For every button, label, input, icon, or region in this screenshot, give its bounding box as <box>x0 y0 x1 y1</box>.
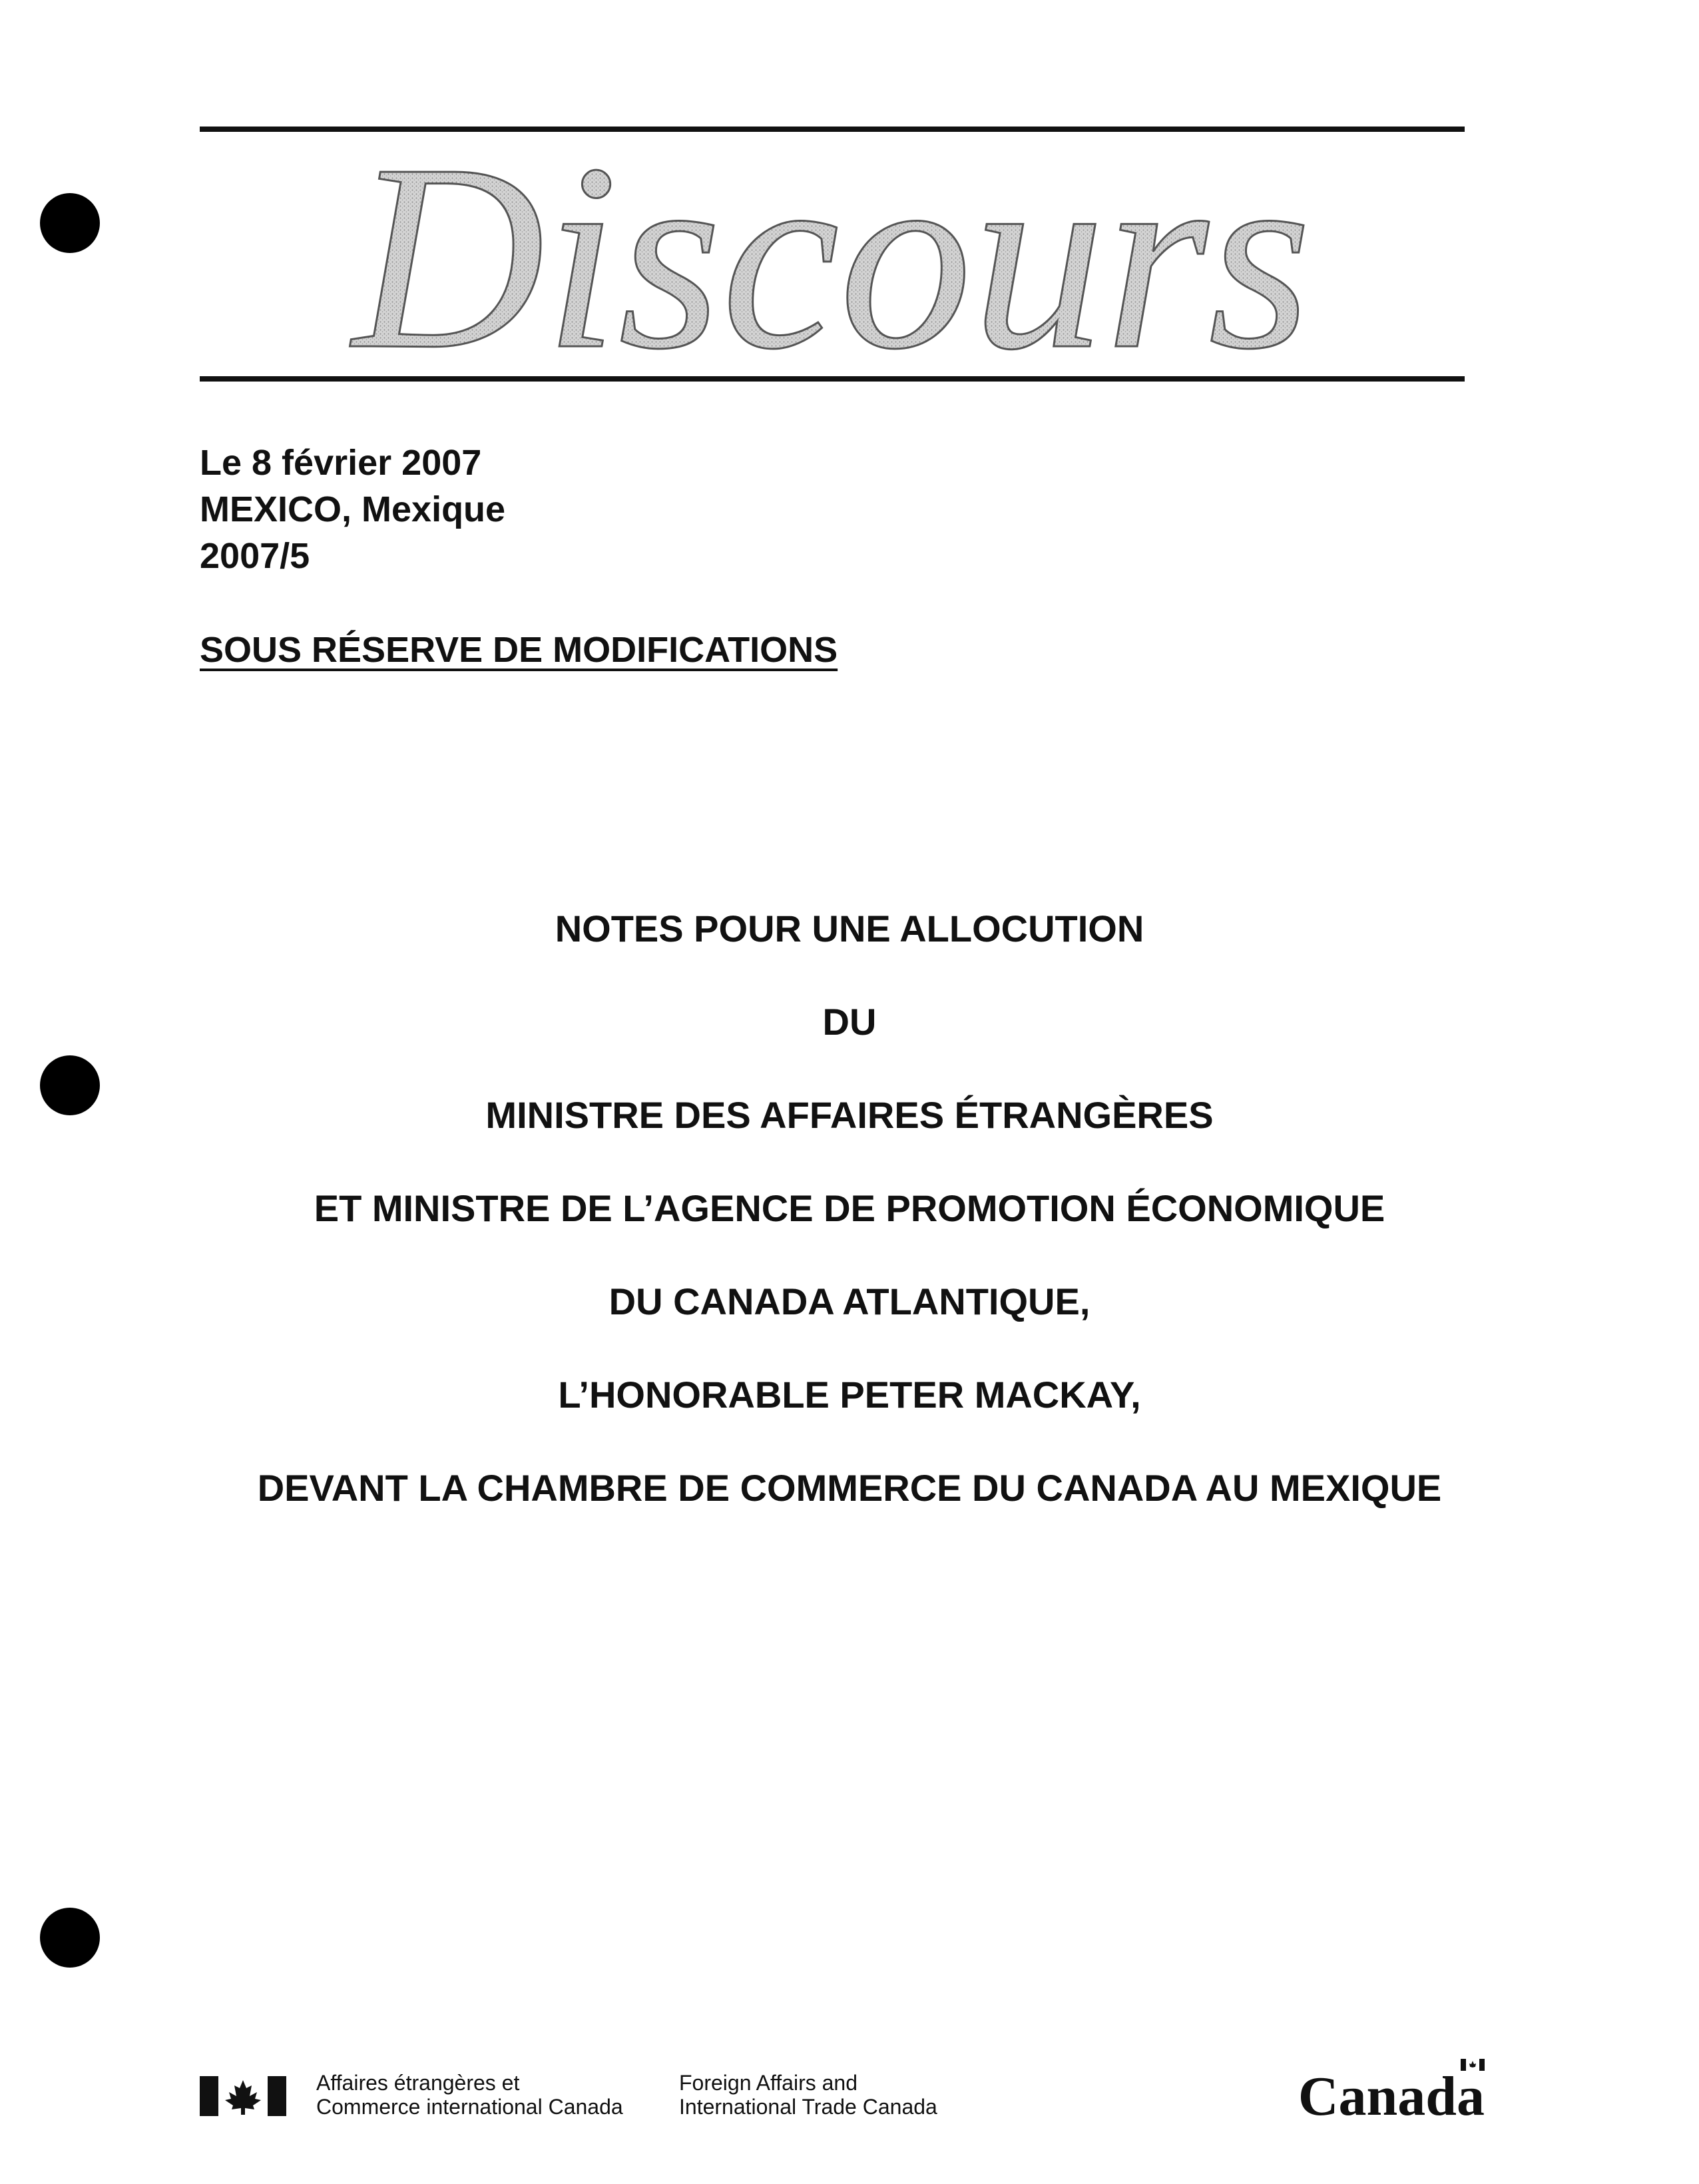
department-name-fr-line: Affaires étrangères et <box>316 2071 520 2095</box>
speech-title-line: MINISTRE DES AFFAIRES ÉTRANGÈRES <box>485 1094 1214 1136</box>
department-name-fr <box>316 2071 623 2119</box>
punch-hole-bottom <box>40 1908 100 1968</box>
speech-title-line: L’HONORABLE PETER MACKAY, <box>558 1374 1141 1416</box>
speech-reference: 2007/5 <box>200 536 310 576</box>
canada-wordmark: Canada <box>1298 2065 1485 2127</box>
department-name-en <box>679 2071 937 2119</box>
department-name-en-line: Foreign Affairs and <box>679 2071 858 2095</box>
footer <box>200 2065 1511 2144</box>
speech-title-line: DU <box>822 1001 877 1043</box>
speech-location: MEXICO, Mexique <box>200 489 506 529</box>
speech-title-block <box>0 906 1699 1558</box>
department-name-fr-line: Commerce international Canada <box>316 2095 623 2119</box>
speech-title-line: DEVANT LA CHAMBRE DE COMMERCE DU CANADA AU MEXIQUE <box>257 1467 1442 1509</box>
canada-flag-icon <box>200 2076 286 2116</box>
speech-title-line: ET MINISTRE DE L’AGENCE DE PROMOTION ÉCONOMIQUE <box>314 1187 1385 1229</box>
speech-date: Le 8 février 2007 <box>200 443 482 483</box>
department-name-en-line: International Trade Canada <box>679 2095 937 2119</box>
speech-title-line: DU CANADA ATLANTIQUE, <box>608 1280 1091 1322</box>
masthead-title: Discours <box>348 133 1312 376</box>
punch-hole-top <box>40 193 100 253</box>
masthead-bottom-rule <box>200 376 1465 382</box>
masthead <box>200 133 1465 376</box>
masthead-top-rule <box>200 127 1465 132</box>
speech-title-line: NOTES POUR UNE ALLOCUTION <box>555 908 1144 950</box>
check-against-delivery-notice: SOUS RÉSERVE DE MODIFICATIONS <box>200 630 838 670</box>
masthead-title-graphic <box>200 133 1465 376</box>
speech-meta <box>200 439 505 579</box>
